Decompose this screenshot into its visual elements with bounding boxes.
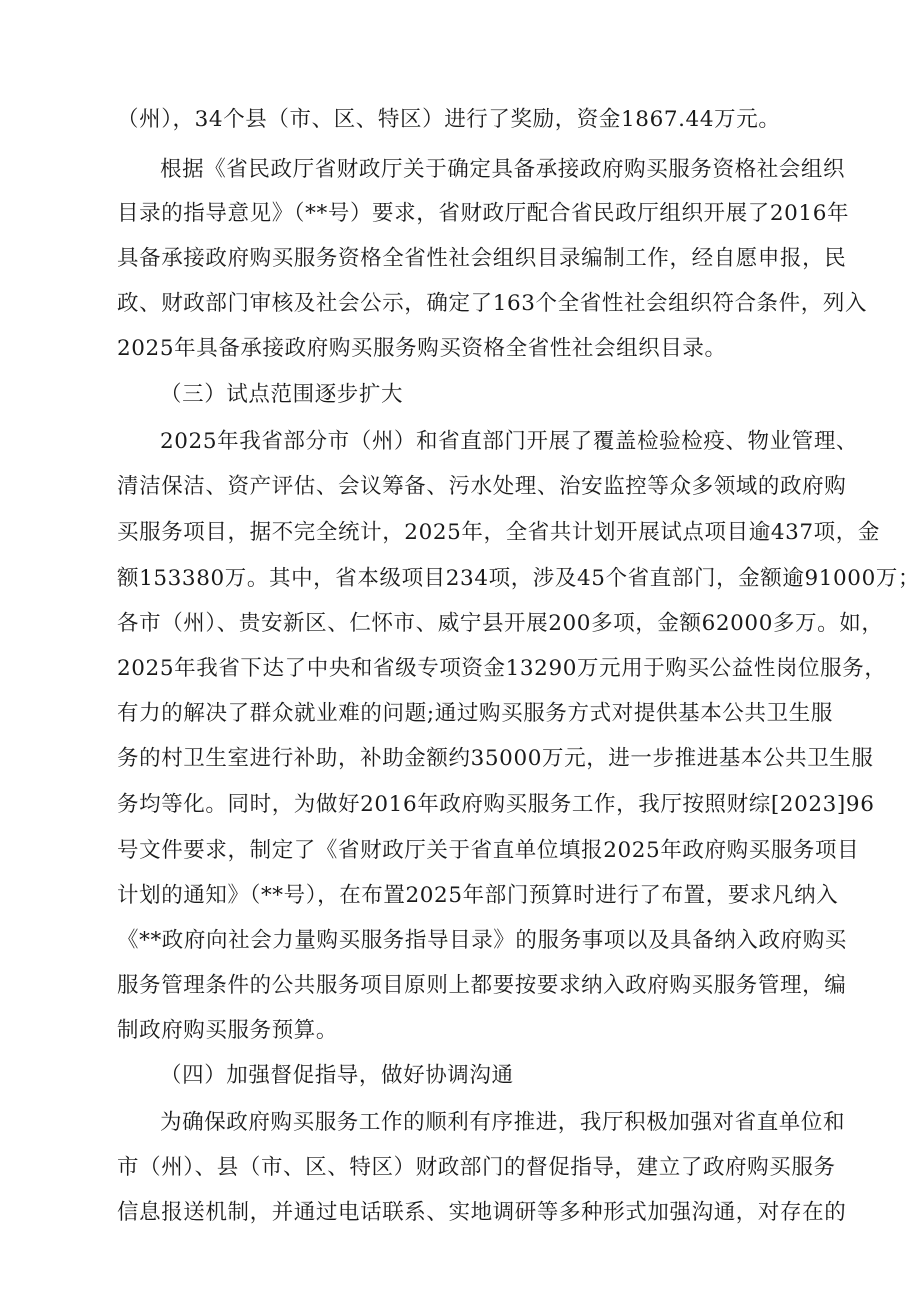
paragraph-line: 清洁保洁、资产评估、会议筹备、污水处理、治安监控等众多领域的政府购 bbox=[117, 474, 847, 499]
paragraph-line: 信息报送机制，并通过电话联系、实地调研等多种形式加强沟通，对存在的 bbox=[117, 1200, 847, 1225]
paragraph-line: 《**政府向社会力量购买服务指导目录》的服务事项以及具备纳入政府购买 bbox=[117, 928, 847, 953]
paragraph-line: 政、财政部门审核及社会公示，确定了163个全省性社会组织符合条件，列入 bbox=[117, 291, 868, 316]
paragraph-line: 为确保政府购买服务工作的顺利有序推进，我厅积极加强对省直单位和 bbox=[160, 1110, 846, 1135]
paragraph-line: 服务管理条件的公共服务项目原则上都要按要求纳入政府购买服务管理，编 bbox=[117, 973, 847, 998]
paragraph-line: 根据《省民政厅省财政厅关于确定具备承接政府购买服务资格社会组织 bbox=[160, 157, 846, 182]
paragraph-line: 各市（州）、贵安新区、仁怀市、威宁县开展200多项，金额62000多万。如， bbox=[117, 611, 884, 636]
paragraph-line: （州），34个县（市、区、特区）进行了奖励，资金1867.44万元。 bbox=[117, 107, 781, 132]
paragraph-line: 2025年具备承接政府购买服务购买资格全省性社会组织目录。 bbox=[117, 336, 727, 361]
paragraph-line: 号文件要求，制定了《省财政厅关于省直单位填报2025年政府购买服务项目 bbox=[117, 838, 860, 863]
paragraph-line: 务的村卫生室进行补助，补助金额约35000万元，进一步推进基本公共卫生服 bbox=[117, 746, 874, 771]
paragraph-line: 具备承接政府购买服务资格全省性社会组织目录编制工作，经自愿申报，民 bbox=[117, 246, 847, 271]
paragraph-line: 额153380万。其中，省本级项目234项，涉及45个省直部门，金额逾91000万； bbox=[117, 566, 920, 591]
paragraph-line: 计划的通知》（**号），在布置2025年部门预算时进行了布置，要求凡纳入 bbox=[117, 883, 839, 908]
paragraph-line: 务均等化。同时，为做好2016年政府购买服务工作，我厅按照财综[2023]96 bbox=[117, 792, 875, 817]
paragraph-line: 2025年我省下达了中央和省级专项资金13290万元用于购买公益性岗位服务， bbox=[117, 656, 887, 681]
paragraph-line: 制政府购买服务预算。 bbox=[117, 1018, 339, 1043]
section-heading: （四）加强督促指导，做好协调沟通 bbox=[160, 1063, 514, 1088]
paragraph-line: 市（州）、县（市、区、特区）财政部门的督促指导，建立了政府购买服务 bbox=[117, 1155, 836, 1180]
paragraph-line: 2025年我省部分市（州）和省直部门开展了覆盖检验检疫、物业管理、 bbox=[160, 429, 859, 454]
section-heading: （三）试点范围逐步扩大 bbox=[160, 382, 404, 407]
paragraph-line: 有力的解决了群众就业难的问题;通过购买服务方式对提供基本公共卫生服 bbox=[117, 701, 833, 726]
paragraph-line: 买服务项目，据不完全统计，2025年，全省共计划开展试点项目逾437项，金 bbox=[117, 520, 880, 545]
paragraph-line: 目录的指导意见》（**号）要求，省财政厅配合省民政厅组织开展了2016年 bbox=[117, 201, 850, 226]
